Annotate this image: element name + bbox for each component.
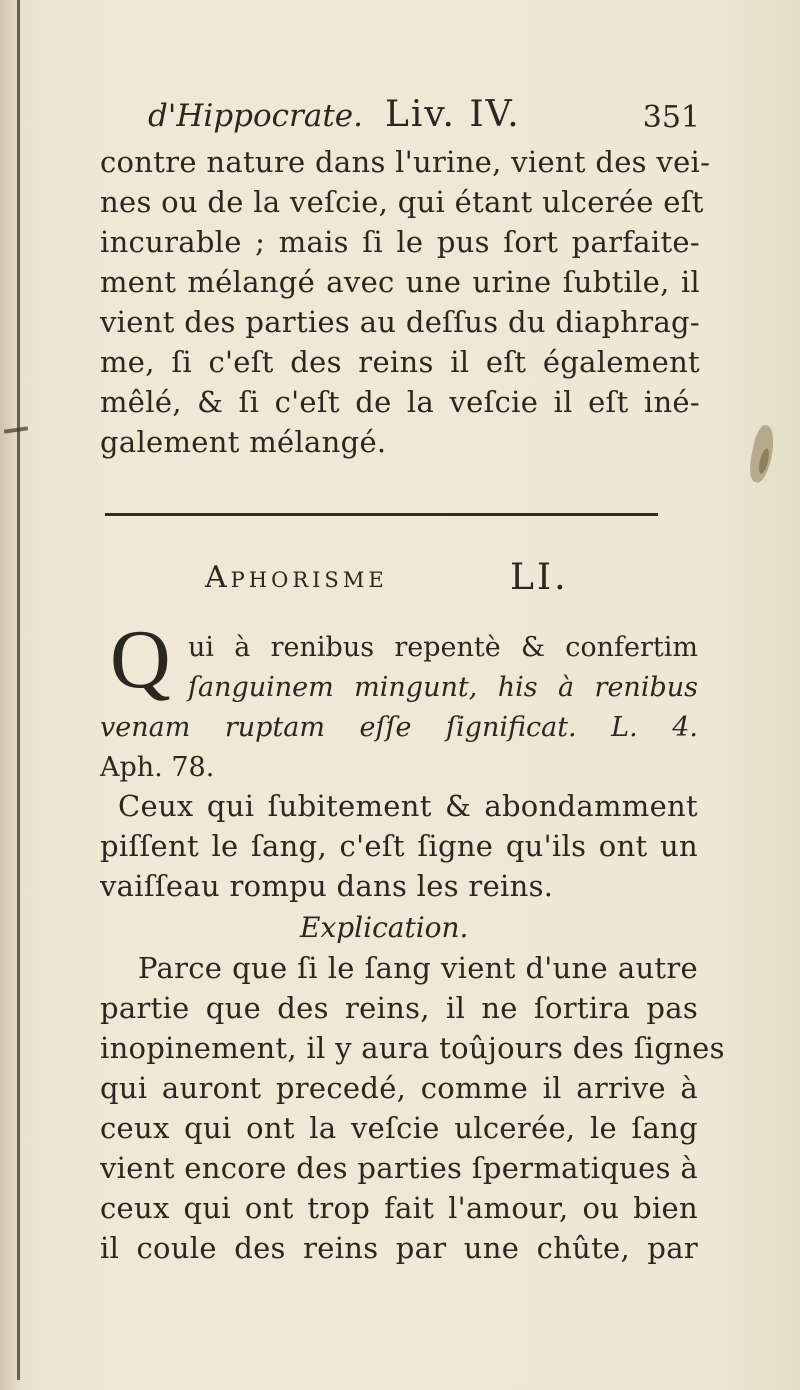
latin-line: Aph. 78. xyxy=(100,752,215,783)
section-rule xyxy=(105,513,658,516)
explication-line: il coule des reins par une chûte, par xyxy=(100,1231,698,1265)
french-line: vaiſſeau rompu dans les reins. xyxy=(100,869,554,903)
page-header xyxy=(100,90,700,140)
explication-line: ceux qui ont trop fait l'amour, ou bien xyxy=(100,1191,698,1225)
latin-line: ſanguinem mingunt, his à renibus xyxy=(188,672,698,703)
text-line: vient des parties au deſſus du diaphrag- xyxy=(100,305,700,339)
text-line: contre nature dans l'urine, vient des vei- xyxy=(100,145,711,179)
text-line: galement mélangé. xyxy=(100,425,387,459)
text-line: incurable ; mais ſi le pus ſort parfaite- xyxy=(100,225,700,259)
french-line: piſſent le ſang, c'eſt ſigne qu'ils ont un xyxy=(100,829,698,863)
explication-line: qui auront precedé, comme il arrive à xyxy=(100,1071,698,1105)
aphorism-heading xyxy=(205,553,569,603)
aphorism-label: Aphorisme xyxy=(205,560,388,595)
text-line: mêlé, & ſi c'eſt de la veſcie il eſt iné- xyxy=(100,385,700,419)
page-number: 351 xyxy=(642,100,700,135)
explication-line: vient encore des parties ſpermatiques à xyxy=(100,1151,698,1185)
gutter-shadow-line xyxy=(17,0,20,1380)
explication-line: inopinement, il y aura toûjours des ſignes xyxy=(100,1031,725,1065)
book-number: Liv. IV. xyxy=(385,94,521,135)
explication-line: Parce que ſi le ſang vient d'une autre xyxy=(138,951,698,985)
text-line: me, ſi c'eſt des reins il eſt également xyxy=(100,345,700,379)
text-line: nes ou de la veſcie, qui étant ulcerée eſt xyxy=(100,185,704,219)
running-title: d'Hippocrate. xyxy=(148,98,363,134)
latin-line: ui à renibus repentè & confertim xyxy=(188,632,698,663)
page-gutter xyxy=(0,0,26,1390)
aphorism-number: LI. xyxy=(510,557,569,598)
text-line: ment mélangé avec une urine ſubtile, il xyxy=(100,265,700,299)
explication-line: partie que des reins, il ne ſortira pas xyxy=(100,991,698,1025)
explication-title: Explication. xyxy=(300,911,469,944)
drop-cap: Q xyxy=(110,613,171,706)
latin-line: venam ruptam eſſe ſignificat. L. 4. xyxy=(100,712,698,743)
french-line: Ceux qui ſubitement & abondamment xyxy=(118,789,698,823)
explication-line: ceux qui ont la veſcie ulcerée, le ſang xyxy=(100,1111,698,1145)
